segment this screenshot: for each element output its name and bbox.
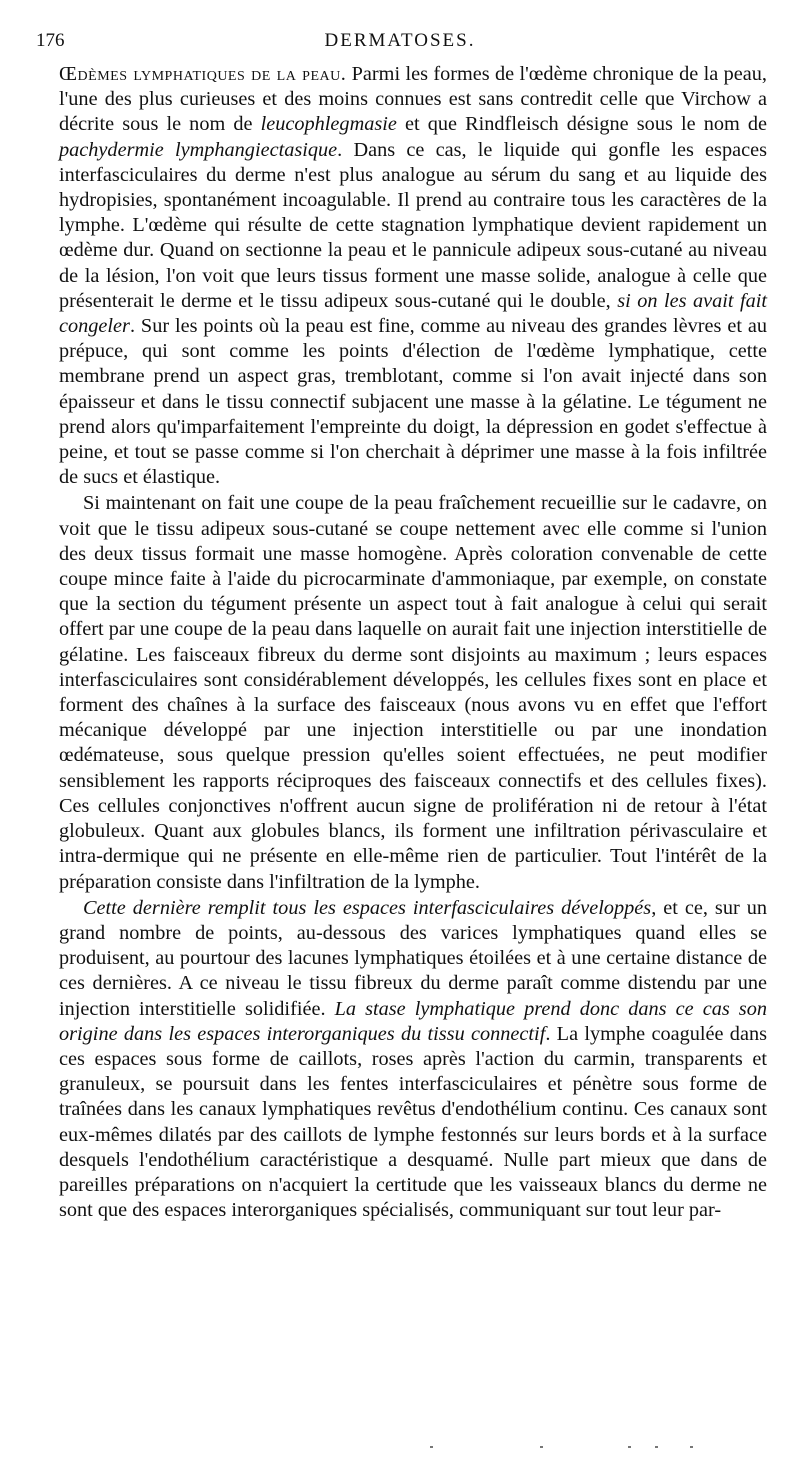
italic-text: leucophlegmasie <box>260 113 397 136</box>
body-text <box>59 62 767 1224</box>
text-run: Si maintenant on fait une coupe de la peau fraîchement recueillie sur le cadavre, on voit que le tissu adipeux sous-cutané se coupe nettement avec elle comme si l'union des deux tissus formait une masse homogène. Après coloration convenable de cette coupe mince faite à l'aide du picrocarminate d'ammoniaque, par exemple, on constate que la section du tégument présente un aspect tout à fait analogue à celui qui serait offert par une coupe de la peau dans laquelle on aurait fait une injection interstitielle de gélatine. Les faisceaux fibreux du derme sont disjoints au maximum ; leurs espaces interfasciculaires sont considérablement développés, les cellules fixes sont en place et forment des chaînes à la surface des faisceaux (nous avons vu en effet que l'effort mécanique développé par une injection interstitielle ou par une inondation œdémateuse, sous quelque pression qu'elles soient effectuées, ne peut modifier sensiblement les rapports réciproques des faisceaux connectifs et des cellules fixes). Ces cellules conjonctives n'offrent aucun signe de prolifération ni de retour à l'état globuleux. Quant aux globules blancs, ils forment une infiltration périvasculaire et intra-dermique qui ne présente en elle-même rien de particulier. Tout l'intérêt de la préparation consiste dans l'infiltration de la lymphe. <box>59 492 767 893</box>
text-run: . Dans ce cas, le liquide qui gonfle les espaces interfasciculaires du derme n'est plus analogue au sérum du sang et au liquide des hydropisies, spontanément incoagulable. Il prend au contraire tous les caractères de la lymphe. L'œdème qui résulte de cette stagnation lymphatique devient rapidement un œdème dur. Quand on sectionne la peau et le pannicule adipeux sous-cutané au niveau de la lésion, l'on voit que leurs tissus forment une masse solide, analogue à celle que présenterait le derme et le tissu adipeux sous-cutané qui le double, <box>59 138 767 312</box>
text-run: Parmi les formes de l'œdème chronique de la peau, l'une des plus curieuses et des moins connues est sans contredit celle que Virchow a décrite sous le nom de <box>59 63 768 136</box>
italic-text: pachydermie lymphangiectasique <box>59 138 338 161</box>
text-run: et que Rindfleisch désigne sous le nom de <box>396 113 767 136</box>
text-run: , et ce, sur un grand nombre de points, au-dessous des varices lymphatiques quand elles se produisent, au pourtour des lacunes lymphatiques étoilées et à une certaine distance de ces dernières. A ce niveau le tissu fibreux du derme paraît comme distendu par une injection interstitielle solidifiée. <box>59 896 767 1020</box>
page-header <box>36 30 764 58</box>
scan-specks <box>0 1440 800 1460</box>
page-number: 176 <box>36 30 65 51</box>
paragraph <box>59 491 767 894</box>
text-run: . La lymphe coagulée dans ces espaces sous forme de caillots, roses après l'action du carmin, transparents et granuleux, se poursuit dans les fentes interfasciculaires et pénètre sous forme de traînées dans les canaux lymphatiques revêtus d'endothélium continu. Ces canaux sont eux-mêmes dilatés par des caillots de lymphe festonnés sur leurs bords et à la surface desquels l'endothélium caractéristique a desquamé. Nulle part mieux que dans de pareilles préparations on n'acquiert la certitude que les vaisseaux blancs du derme ne sont que des espaces interorganiques spécialisés, communiquant sur tout leur par- <box>59 1022 767 1222</box>
paragraph <box>59 62 767 490</box>
italic-text: si on les avait fait congeler <box>59 289 767 338</box>
italic-text: Cette dernière remplit tous les espaces interfasciculaires développés <box>83 896 652 919</box>
paragraph <box>59 896 767 1224</box>
running-title: DERMATOSES. <box>324 30 476 51</box>
text-run: . Sur les points où la peau est fine, comme au niveau des grandes lèvres et au prépuce, qui sont comme les points d'élection de l'œdème lymphatique, cette membrane prend un aspect gras, tremblotant, comme si l'on avait injecté dans son épaisseur et dans le tissu connectif subjacent une masse à la gélatine. Le tégument ne prend alors qu'imparfaitement l'empreinte du doigt, la dépression en godet s'effectue à peine, et tout se passe comme si l'on cherchait à déprimer une masse à la fois infiltrée de sucs et élastique. <box>59 315 767 489</box>
italic-text: La stase lymphatique prend donc dans ce cas son origine dans les espaces interorganiques du tissu connectif <box>59 997 767 1045</box>
section-heading: Œdèmes lymphatiques de la peau. <box>59 63 347 85</box>
